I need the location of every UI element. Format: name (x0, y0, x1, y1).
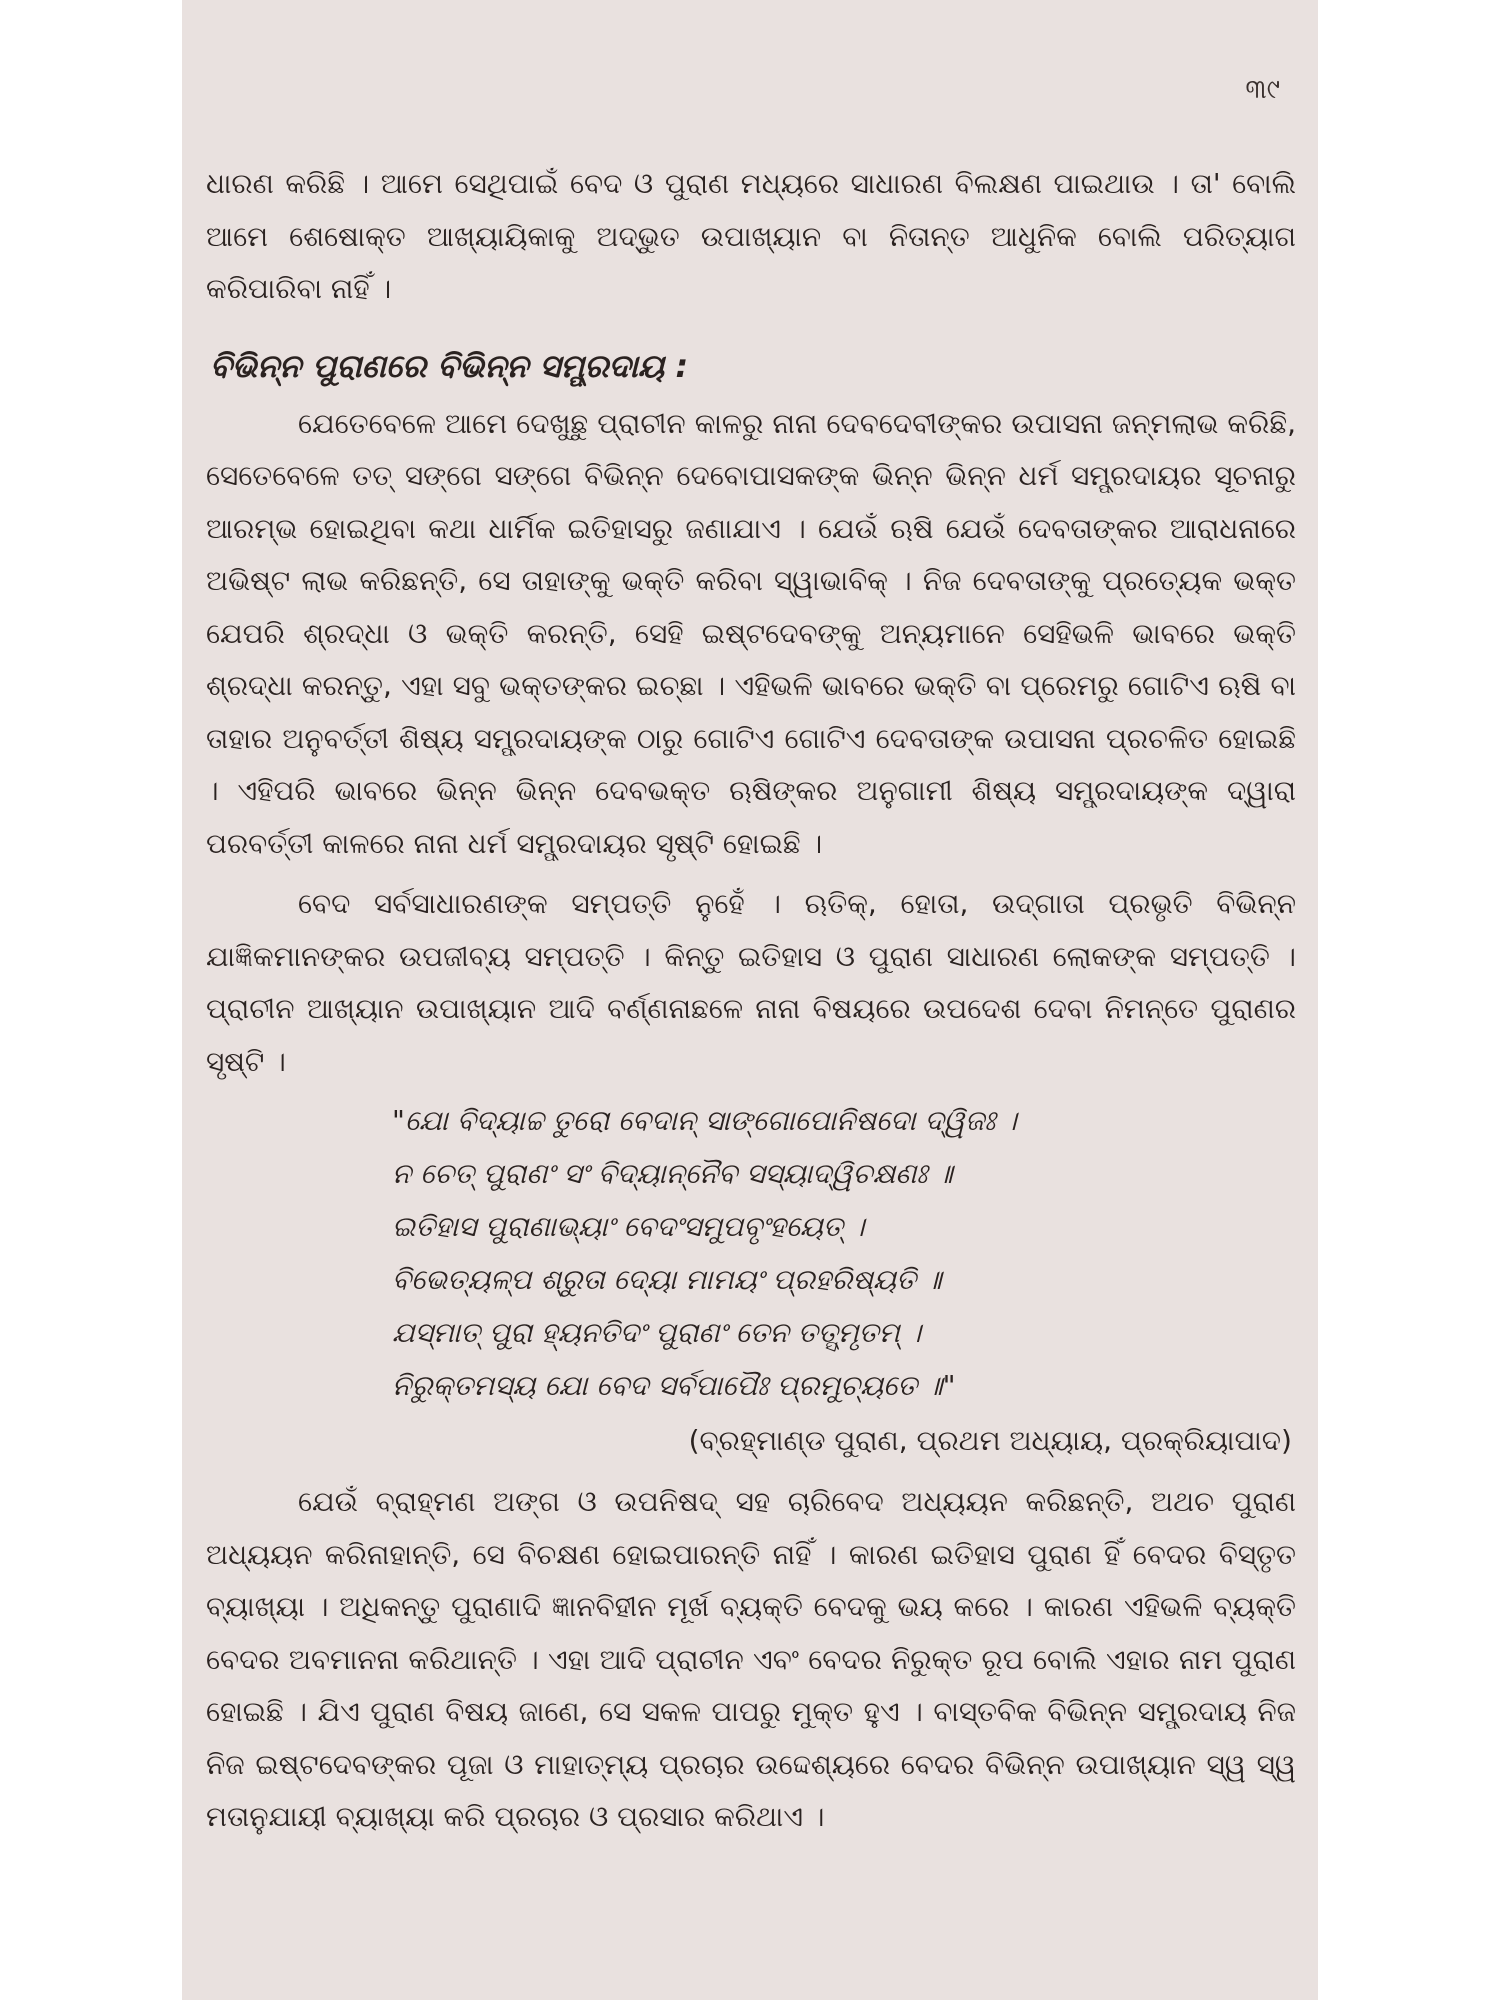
sanskrit-verse (392, 1094, 1296, 1412)
verse-line: ଯସ୍ମାତ୍ ପୁରା ହ୍ୟନତିଦଂ ପୁରାଣଂ ତେନ ତତ୍ସ୍ମୃତମ୍ । (392, 1316, 922, 1349)
verse-line: ନିରୁକ୍ତମସ୍ୟ ଯୋ ବେଦ ସର୍ବପାପୈଃ ପ୍ରମୁଚ୍ୟତେ ॥" (392, 1369, 956, 1402)
page-content (206, 158, 1296, 1844)
verse-citation: (ବ୍ରହ୍ମାଣ୍ଡ ପୁରାଣ, ପ୍ରଥମ ଅଧ୍ୟାୟ, ପ୍ରକ୍ରିୟାପାଦ) (688, 1424, 1292, 1457)
intro-paragraph: ଧାରଣ କରିଛି । ଆମେ ସେଥିପାଇଁ ବେଦ ଓ ପୁରାଣ ମଧ୍ୟରେ ସାଧାରଣ ବିଲକ୍ଷଣ ପାଇଥାଉ । ତା' ବୋଲି ଆମେ ଶେଷୋକ୍ତ ଆଖ୍ୟାୟିକାକୁ ଅଦ୍ଭୁତ ଉପାଖ୍ୟାନ ବା ନିତାନ୍ତ ଆଧୁନିକ ବୋଲି ପରିତ୍ୟାଗ କରିପାରିବା ନାହିଁ । (206, 167, 1296, 305)
paragraph-veda-purana: ବେଦ ସର୍ବସାଧାରଣଙ୍କ ସମ୍ପତ୍ତି ନୁହେଁ । ଋତିକ୍, ହୋତା, ଉଦ୍‌ଗାତା ପ୍ରଭୃତି ବିଭିନ୍ନ ଯାଜ୍ଞିକମାନଙ୍କର ଉପଜୀବ୍ୟ ସମ୍ପତ୍ତି । କିନ୍ତୁ ଇତିହାସ ଓ ପୁରାଣ ସାଧାରଣ ଲୋକଙ୍କ ସମ୍ପତ୍ତି । ପ୍ରାଚୀନ ଆଖ୍ୟାନ ଉପାଖ୍ୟାନ ଆଦି ବର୍ଣ୍ଣନାଛଳେ ନାନା ବିଷୟରେ ଉପଦେଶ ଦେବା ନିମନ୍ତେ ପୁରାଣର ସୃଷ୍ଟି । (206, 887, 1296, 1078)
paragraph-brahmana: ଯେଉଁ ବ୍ରାହ୍ମଣ ଅଙ୍ଗ ଓ ଉପନିଷଦ୍ ସହ ଚାରିବେଦ ଅଧ୍ୟୟନ କରିଛନ୍ତି, ଅଥଚ ପୁରାଣ ଅଧ୍ୟୟନ କରିନାହାନ୍ତି, ସେ ବିଚକ୍ଷଣ ହୋଇପାରନ୍ତି ନାହିଁ । କାରଣ ଇତିହାସ ପୁରାଣ ହିଁ ବେଦର ବିସ୍ତୃତ ବ୍ୟାଖ୍ୟା । ଅଧିକନ୍ତୁ ପୁରାଣାଦି ଜ୍ଞାନବିହୀନ ମୂର୍ଖ ବ୍ୟକ୍ତି ବେଦକୁ ଭୟ କରେ । କାରଣ ଏହିଭଳି ବ୍ୟକ୍ତି ବେଦର ଅବମାନନା କରିଥାନ୍ତି । ଏହା ଆଦି ପ୍ରାଚୀନ ଏବଂ ବେଦର ନିରୁକ୍ତ ରୂପ ବୋଲି ଏହାର ନାମ ପୁରାଣ ହୋଇଛି । ଯିଏ ପୁରାଣ ବିଷୟ ଜାଣେ, ସେ ସକଳ ପାପରୁ ମୁକ୍ତ ହୁଏ । ବାସ୍ତବିକ ବିଭିନ୍ନ ସମ୍ପ୍ରଦାୟ ନିଜ ନିଜ ଇଷ୍ଟଦେବଙ୍କର ପୂଜା ଓ ମାହାତ୍ମ୍ୟ ପ୍ରଚାର ଉଦ୍ଦେଶ୍ୟରେ ବେଦର ବିଭିନ୍ନ ଉପାଖ୍ୟାନ ସ୍ୱ ସ୍ୱ ମତାନୁଯାୟୀ ବ୍ୟାଖ୍ୟା କରି ପ୍ରଚାର ଓ ପ୍ରସାର କରିଥାଏ । (206, 1485, 1296, 1833)
paragraph-sampradaya: ଯେତେବେଳେ ଆମେ ଦେଖୁଛୁ ପ୍ରାଚୀନ କାଳରୁ ନାନା ଦେବଦେବୀଙ୍କର ଉପାସନା ଜନ୍ମଲାଭ କରିଛି, ସେତେବେଳେ ତତ୍ ସଙ୍ଗେ ସଙ୍ଗେ ବିଭିନ୍ନ ଦେବୋପାସକଙ୍କ ଭିନ୍ନ ଭିନ୍ନ ଧର୍ମ ସମ୍ପ୍ରଦାୟର ସୂଚନାରୁ ଆରମ୍ଭ ହୋଇଥିବା କଥା ଧାର୍ମିକ ଇତିହାସରୁ ଜଣାଯାଏ । ଯେଉଁ ଋଷି ଯେଉଁ ଦେବତାଙ୍କର ଆରାଧନାରେ ଅଭିଷ୍ଟ ଲାଭ କରିଛନ୍ତି, ସେ ତାହାଙ୍କୁ ଭକ୍ତି କରିବା ସ୍ୱାଭାବିକ୍ । ନିଜ ଦେବତାଙ୍କୁ ପ୍ରତ୍ୟେକ ଭକ୍ତ ଯେପରି ଶ୍ରଦ୍ଧା ଓ ଭକ୍ତି କରନ୍ତି, ସେହି ଇଷ୍ଟଦେବଙ୍କୁ ଅନ୍ୟମାନେ ସେହିଭଳି ଭାବରେ ଭକ୍ତି ଶ୍ରଦ୍ଧା କରନ୍ତୁ, ଏହା ସବୁ ଭକ୍ତଙ୍କର ଇଚ୍ଛା । ଏହିଭଳି ଭାବରେ ଭକ୍ତି ବା ପ୍ରେମରୁ ଗୋଟିଏ ଋଷି ବା ତାହାର ଅନୁବର୍ତ୍ତୀ ଶିଷ୍ୟ ସମ୍ପ୍ରଦାୟଙ୍କ ଠାରୁ ଗୋଟିଏ ଗୋଟିଏ ଦେବତାଙ୍କ ଉପାସନା ପ୍ରଚଳିତ ହୋଇଛି । ଏହିପରି ଭାବରେ ଭିନ୍ନ ଭିନ୍ନ ଦେବଭକ୍ତ ଋଷିଙ୍କର ଅନୁଗାମୀ ଶିଷ୍ୟ ସମ୍ପ୍ରଦାୟଙ୍କ ଦ୍ୱାରା ପରବର୍ତ୍ତୀ କାଳରେ ନାନା ଧର୍ମ ସମ୍ପ୍ରଦାୟର ସୃଷ୍ଟି ହୋଇଛି । (206, 406, 1296, 860)
book-page (182, 0, 1318, 2000)
section-heading: ବିଭିନ୍ନ ପୁରାଣରେ ବିଭିନ୍ନ ସମ୍ପ୍ରଦାୟ : (210, 346, 689, 385)
verse-line: ନ ଚେତ୍ ପୁରାଣଂ ସଂ ବିଦ୍ୟାନ୍ନୈବ ସସ୍ୟାଦ୍ୱିଚକ୍ଷଣଃ ॥ (392, 1157, 953, 1190)
verse-line: "ଯୋ ବିଦ୍ୟାଚ୍ଚ ତୁରୋ ବେଦାନ୍ ସାଙ୍ଗୋପୋନିଷଦୋ ଦ୍ୱିଜଃ । (392, 1104, 1017, 1137)
verse-line: ଇତିହାସ ପୁରାଣାଭ୍ୟାଂ ବେଦଂସମୁପବୃଂହୟେତ୍ । (392, 1210, 865, 1243)
page-number: ୩୯ (1245, 74, 1280, 105)
verse-line: ବିଭେତ୍ୟଳ୍ପ ଶ୍ରୁତା ଦ୍ୟୋ ମାମୟଂ ପ୍ରହରିଷ୍ୟତି ॥ (392, 1263, 942, 1296)
